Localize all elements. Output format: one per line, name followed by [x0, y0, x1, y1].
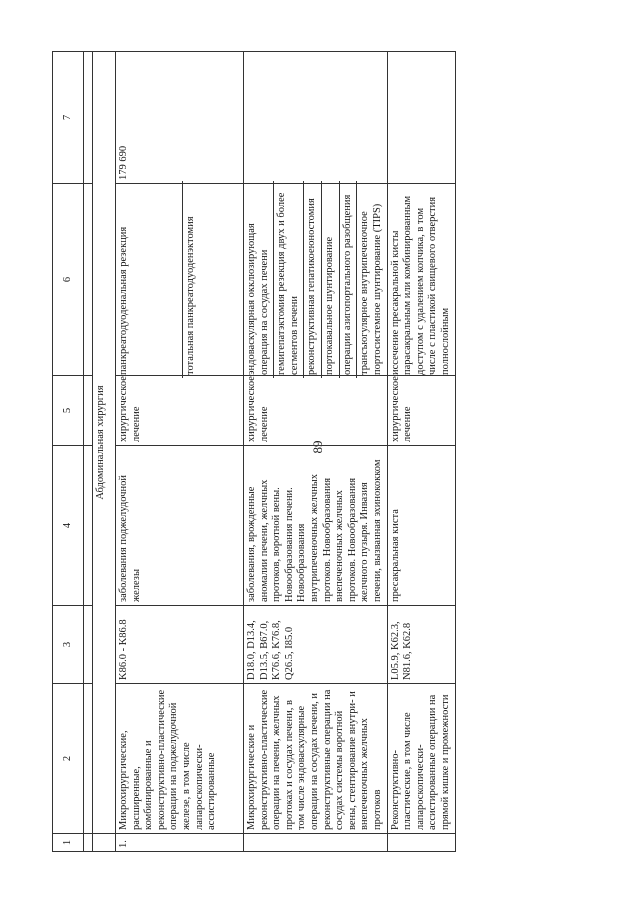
section-row	[93, 52, 116, 852]
table-row	[387, 52, 455, 852]
cost-value	[387, 52, 455, 184]
column-header: 1	[53, 834, 84, 852]
column-header: 2	[53, 684, 84, 834]
row-number: 1.	[116, 834, 244, 852]
column-header: 7	[53, 52, 84, 184]
table-row	[116, 52, 244, 852]
treatment-methods	[387, 184, 455, 376]
treatment-type: хирургическое лечение	[244, 376, 388, 446]
column-header: 4	[53, 446, 84, 606]
column-header: 3	[53, 606, 84, 684]
disease-model: заболевания поджелудочной железы	[116, 446, 244, 606]
section-title: Абдоминальная хирургия	[93, 52, 116, 834]
method-item: эндоваскулярная окклюзирующая операция на сосудах печени	[246, 223, 270, 375]
medical-services-table	[52, 51, 456, 852]
service-name: Реконструктивно-пластические, в том числе лапароскопически-ассистированные операции на прямой кишке и промежности	[387, 684, 455, 834]
method-item: трансъюгулярное внутрипеченочное портосистемное шунтирование (TIPS)	[356, 181, 386, 378]
row-number	[387, 834, 455, 852]
method-item: реконструктивная гепатикоеюностомия	[303, 181, 321, 378]
icd-codes: K86.0 - K86.8	[116, 606, 244, 684]
icd-codes: D18.0, D13.4, D13.5, B67.0, K76.6, K76.8, Q26.5, I85.0	[244, 606, 388, 684]
row-number	[244, 834, 388, 852]
disease-model: пресакральная киста	[387, 446, 455, 606]
page-number: 89	[310, 440, 325, 454]
column-header: 5	[53, 376, 84, 446]
method-item: портокавальное шунтирование	[321, 181, 339, 378]
table-row	[244, 52, 388, 852]
treatment-type: хирургическое лечение	[387, 376, 455, 446]
column-header: 6	[53, 184, 84, 376]
rotated-table-container	[52, 12, 627, 852]
cost-value	[244, 52, 388, 184]
treatment-methods	[116, 184, 244, 376]
spacer-row	[84, 52, 93, 852]
header-row	[53, 52, 84, 852]
service-name: Микрохирургические и реконструктивно-пластические операции на печени, желчных протоках и сосудах печени, в том числе эндоваскулярные операции на сосудах печени, и реконструктивные операции на сосудах системы воротной вены, стентирование внутри- и внепеченочных желчных протоков	[244, 684, 388, 834]
disease-model: заболевания, врожденные аномалии печени, желчных протоков, воротной вены. Новообразования печени. Новообразования внутрипеченочных желчных протоков. Новообразования внепеченочных желчных протоков. Новообразования желчного пузыря. Инвазия печени, вызванная эхинококком	[244, 446, 388, 606]
service-name: Микрохирургические, расширенные, комбинированные и реконструктивно-пластические операции на поджелудочной железе, в том числе лапароскопически-ассистированные	[116, 684, 244, 834]
method-item: тотальная панкреатодуоденэктомия	[182, 181, 243, 378]
icd-codes: L05.9, K62.3, N81.6, K62.8	[387, 606, 455, 684]
treatment-type: хирургическое лечение	[116, 376, 244, 446]
method-item: операции азигопортального разобщения	[339, 181, 357, 378]
method-item: панкреатодуоденальная резекция	[118, 226, 129, 375]
method-item: иссечение пресакральной кисты парасакральным или комбинированным доступом с удалением копчика, в том числе с пластикой свищевого отверстия полнослойным	[389, 195, 451, 375]
treatment-methods	[244, 184, 388, 376]
cost-value: 179 690	[116, 52, 244, 184]
method-item: гемигепатэктомия резекция двух и более сегментов печени	[273, 181, 303, 378]
